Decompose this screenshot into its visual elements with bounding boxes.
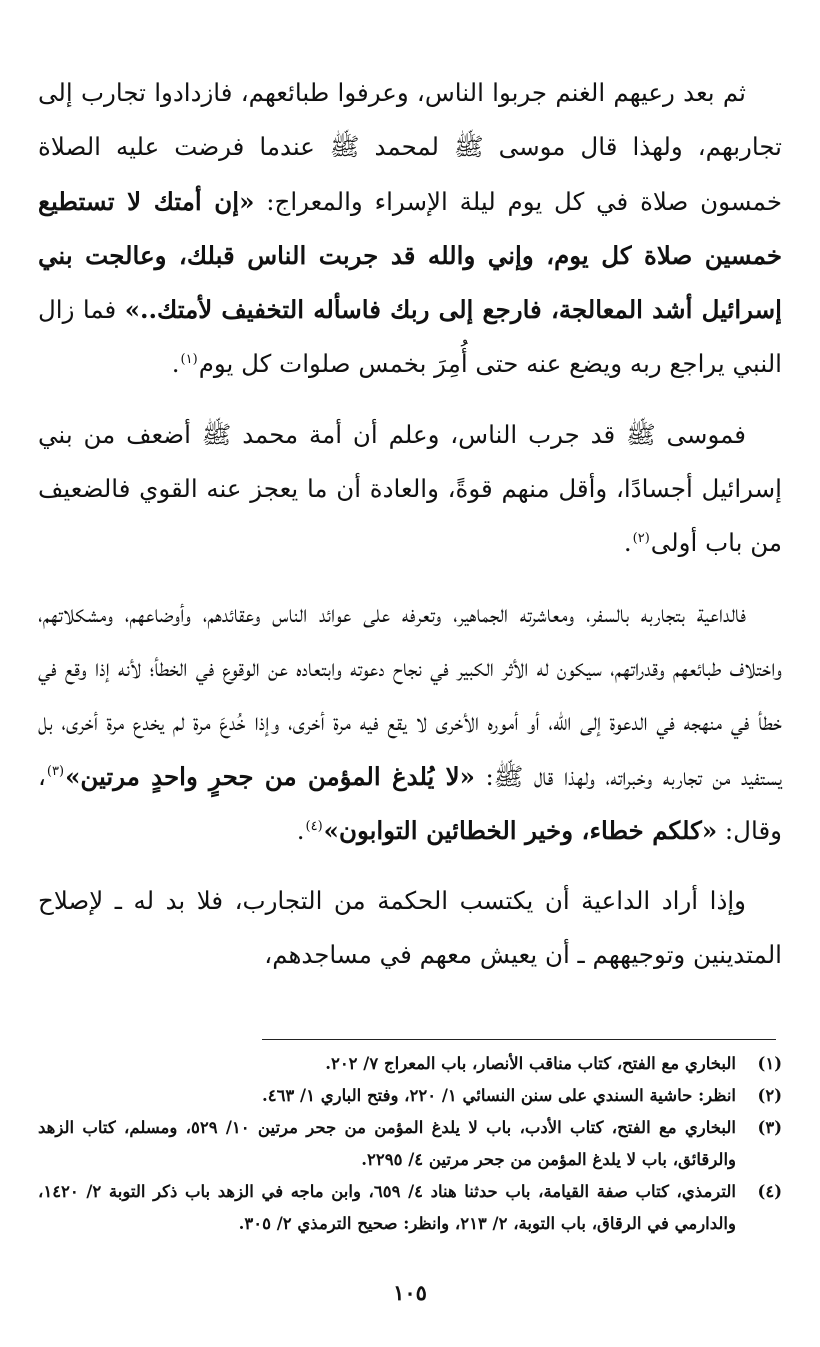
footnote-text: البخاري مع الفتح، كتاب مناقب الأنصار، باب المعراج ٧/ ٢٠٢. bbox=[325, 1054, 736, 1073]
footnote-number: (٣) bbox=[757, 1118, 782, 1137]
paragraph-1 bbox=[38, 66, 782, 392]
footnote-reference: (٢) bbox=[632, 531, 650, 547]
text-run: فالداعية بتجاربه بالسفر، ومعاشرته الجماهير، وتعرفه على عوائد الناس وعقائدهم، وأوضاعهم، ومشكلاتهم، واختلاف طبائعهم وقدراتهم، سيكون له الأثر الكبير في نجاح دعوته وابتعاده عن الوقوع في الخطأ؛ لأنه إذا وقع في خطأ في منهجه في الدعوة إلى الله، أو أموره الأخرى لا يقع فيه مرة أخرى، وإذا خُدعَ مرة لم يخدع مرة أخرى، بل يستفيد من تجاربه وخبراته، ولهذا قال ﷺ: bbox=[38, 598, 782, 791]
footnotes bbox=[38, 1048, 782, 1240]
text-run: . bbox=[623, 528, 632, 558]
quoted-hadith: «كلكم خطاء، وخير الخطائين التوابون» bbox=[323, 815, 718, 845]
text-run: وإذا أراد الداعية أن يكتسب الحكمة من التجارب، فلا بد له ـ لإصلاح المتدينين وتوجيههم ـ أن يعيش معهم في مساجدهم، bbox=[38, 886, 782, 970]
footnote-4 bbox=[38, 1176, 782, 1240]
page-number: ١٠٥ bbox=[393, 1280, 427, 1305]
text-run: . bbox=[296, 815, 305, 845]
text-run: فما زال النبي يراجع ربه ويضع عنه حتى أُمِرَ بخمس صلوات كل يوم bbox=[38, 295, 782, 379]
footnote-text: الترمذي، كتاب صفة القيامة، باب حدثنا هناد ٤/ ٦٥٩، وابن ماجه في الزهد باب ذكر التوبة ٢/ ١٤٢٠، والدارمي في الرقاق، باب التوبة، ٢/ ٢١٣، وانظر: صحيح الترمذي ٢/ ٣٠٥. bbox=[38, 1182, 736, 1233]
footnote-2 bbox=[38, 1080, 782, 1112]
footnote-text: البخاري مع الفتح، كتاب الأدب، باب لا يلدغ المؤمن من جحر مرتين ١٠/ ٥٢٩، ومسلم، كتاب الزهد والرقائق، باب لا يلدغ المؤمن من جحر مرتين ٤/ ٢٢٩٥. bbox=[38, 1118, 737, 1169]
footnote-1 bbox=[38, 1048, 782, 1080]
text-run: ثم بعد رعيهم الغنم جربوا الناس، وعرفوا طبائعهم، فازدادوا تجارب إلى تجاربهم، ولهذا قال موسى ﷺ لمحمد ﷺ عندما فرضت عليه الصلاة خمسون صلاة في كل يوم ليلة الإسراء والمعراج: bbox=[38, 78, 782, 216]
paragraph-4 bbox=[38, 874, 782, 983]
footnote-number: (٢) bbox=[757, 1086, 782, 1105]
footnote-separator bbox=[262, 1039, 776, 1040]
footnote-number: (٤) bbox=[757, 1182, 782, 1201]
footnote-reference: (١) bbox=[180, 352, 198, 368]
text-run: فموسى ﷺ قد جرب الناس، وعلم أن أمة محمد ﷺ أضعف من بني إسرائيل أجسادًا، وأقل منهم قوةً، والعادة أن ما يعجز عنه القوي فالضعيف من باب أولى bbox=[38, 419, 782, 558]
text-run: ، وقال: bbox=[38, 761, 782, 845]
footnote-3 bbox=[38, 1112, 782, 1176]
footnote-reference: (٤) bbox=[305, 818, 323, 834]
quoted-hadith: «إن أمتك لا تستطيع خمسين صلاة كل يوم، وإني والله قد جربت الناس قبلك، وعالجت بني إسرائيل أشد المعالجة، فارجع إلى ربك فاسأله التخفيف لأمتك..» bbox=[38, 186, 782, 325]
footnote-number: (١) bbox=[757, 1054, 782, 1073]
quoted-hadith: «لا يُلدغ المؤمن من جحرٍ واحدٍ مرتين» bbox=[65, 761, 475, 791]
text-run: . bbox=[171, 349, 180, 379]
footnote-reference: (٣) bbox=[46, 764, 65, 780]
body-text bbox=[38, 66, 782, 999]
footnote-text: انظر: حاشية السندي على سنن النسائي ١/ ٢٢٠، وفتح الباري ١/ ٤٦٣. bbox=[261, 1086, 736, 1105]
paragraph-2 bbox=[38, 408, 782, 571]
paragraph-3 bbox=[38, 587, 782, 858]
